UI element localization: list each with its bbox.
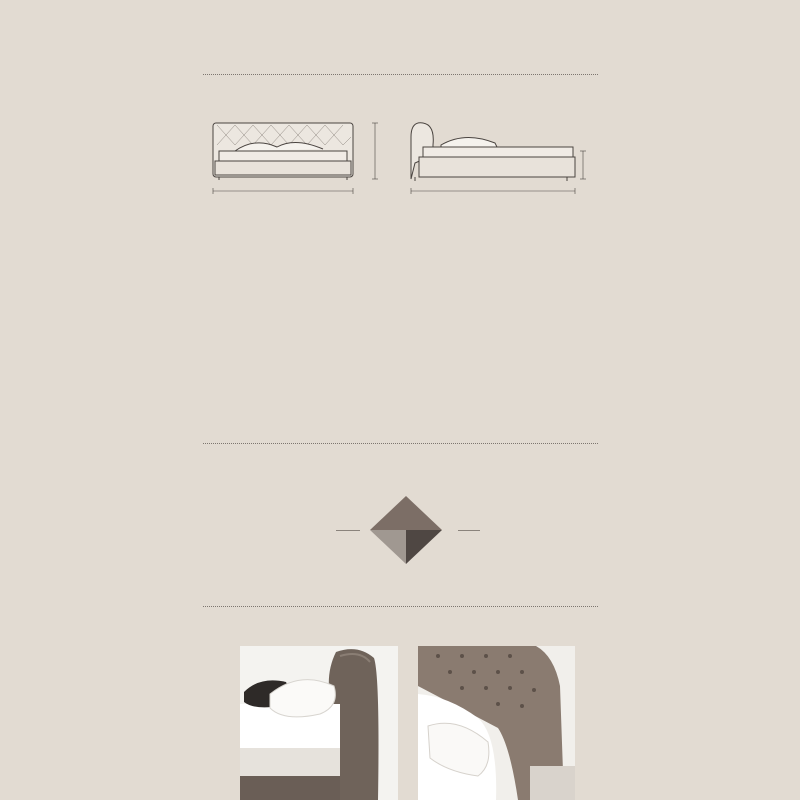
covering-swatch [370, 496, 442, 564]
swatch-bottom-right [406, 530, 442, 564]
technical-drawings [205, 115, 605, 210]
side-view-drawing [411, 123, 586, 194]
connector-line [458, 530, 480, 531]
divider [203, 74, 598, 75]
divider [203, 443, 598, 444]
front-view-drawing [213, 123, 378, 194]
divider [203, 606, 598, 607]
swatch-bottom-left [370, 530, 406, 564]
connector-line [336, 530, 360, 531]
swatch-top [370, 496, 442, 530]
detail-photo-capitonne [418, 646, 575, 800]
detail-photo-side [240, 646, 398, 800]
